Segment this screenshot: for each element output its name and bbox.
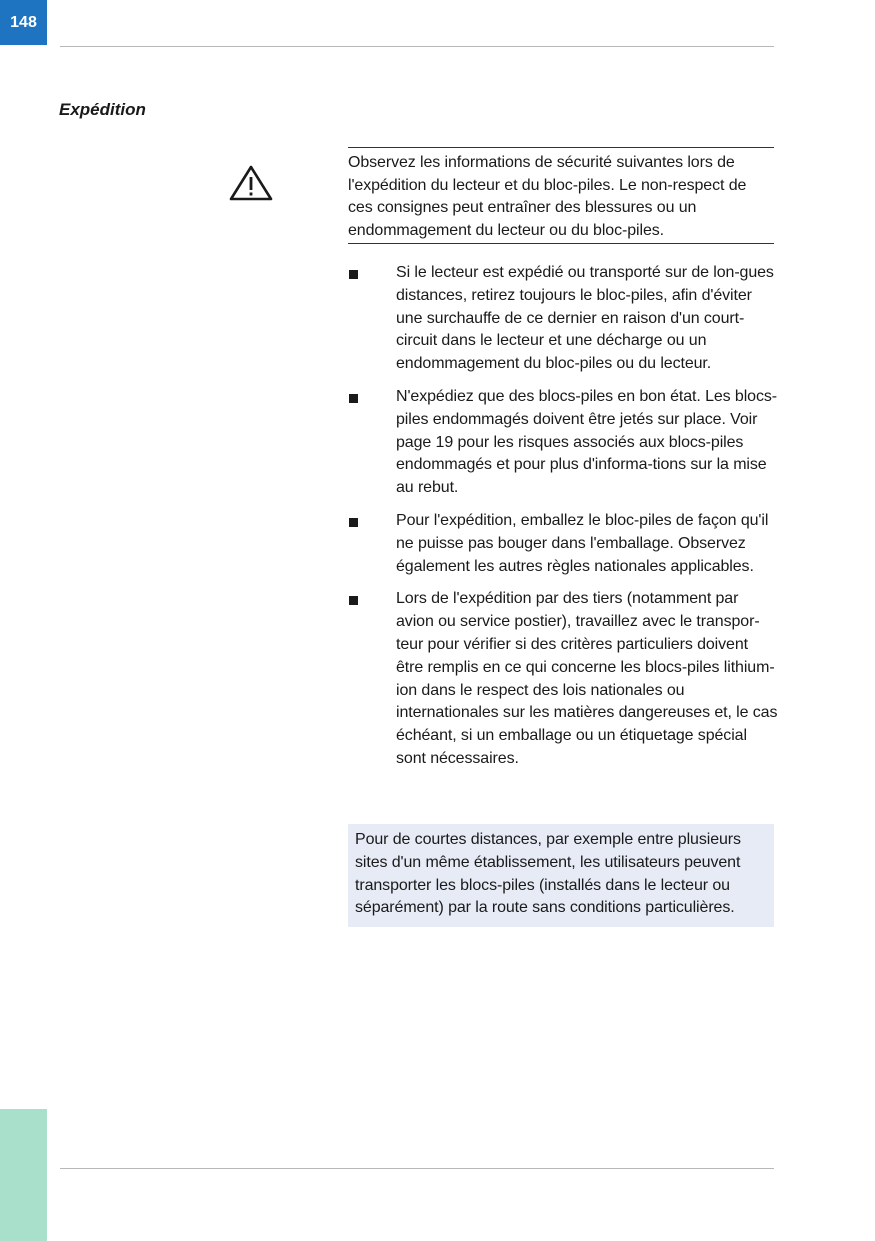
square-bullet-icon — [349, 270, 358, 279]
safety-warning-box — [348, 147, 774, 244]
list-item — [348, 588, 778, 770]
square-bullet-icon — [349, 394, 358, 403]
info-note-box — [348, 824, 774, 927]
footer-divider — [60, 1168, 774, 1169]
list-item — [348, 262, 778, 376]
square-bullet-icon — [349, 518, 358, 527]
chapter-tab — [0, 1109, 47, 1241]
shipping-instructions-list — [348, 262, 778, 781]
page-number: 148 — [0, 0, 47, 45]
header-divider — [60, 46, 774, 47]
square-bullet-icon — [349, 596, 358, 605]
note-text: Pour de courtes distances, par exemple entre plusieurs sites d'un même établissement, les utilisateurs peuvent transporter les blocs-piles (installés dans le lecteur ou séparément) par la route sans conditions particulières. — [355, 831, 741, 917]
list-item-text: N'expédiez que des blocs-piles en bon état. Les blocs-piles endommagés doivent être jetés sur place. Voir page 19 pour les risques associés aux blocs-piles endommagés et pour plus d'informa-tions sur la mise au rebut. — [396, 387, 777, 497]
warning-icon — [229, 165, 273, 201]
warning-text: Observez les informations de sécurité suivantes lors de l'expédition du lecteur et du bloc-piles. Le non-respect de ces consignes peut entraîner des blessures ou un endommagement du lecteur ou du bloc-piles. — [348, 154, 747, 239]
list-item — [348, 510, 778, 578]
section-title: Expédition — [59, 100, 146, 119]
list-item-text: Lors de l'expédition par des tiers (notamment par avion ou service postier), travaillez avec le transpor-teur pour vérifier si des critères particuliers doivent être remplis en ce qui concerne les blocs-piles lithium-ion dans le respect des lois nationales ou internationales sur les matières dangereuses et, le cas échéant, si un emballage ou un étiquetage spécial sont nécessaires. — [396, 590, 778, 767]
list-item — [348, 386, 778, 500]
list-item-text: Pour l'expédition, emballez le bloc-piles de façon qu'il ne puisse pas bouger dans l'emballage. Observez également les autres règles nationales applicables. — [396, 511, 769, 575]
list-item-text: Si le lecteur est expédié ou transporté sur de lon-gues distances, retirez toujours le bloc-piles, afin d'éviter une surchauffe de ce dernier en raison d'un court-circuit dans le lecteur et une décharge ou un endommagement du bloc-piles ou du lecteur. — [396, 264, 774, 373]
